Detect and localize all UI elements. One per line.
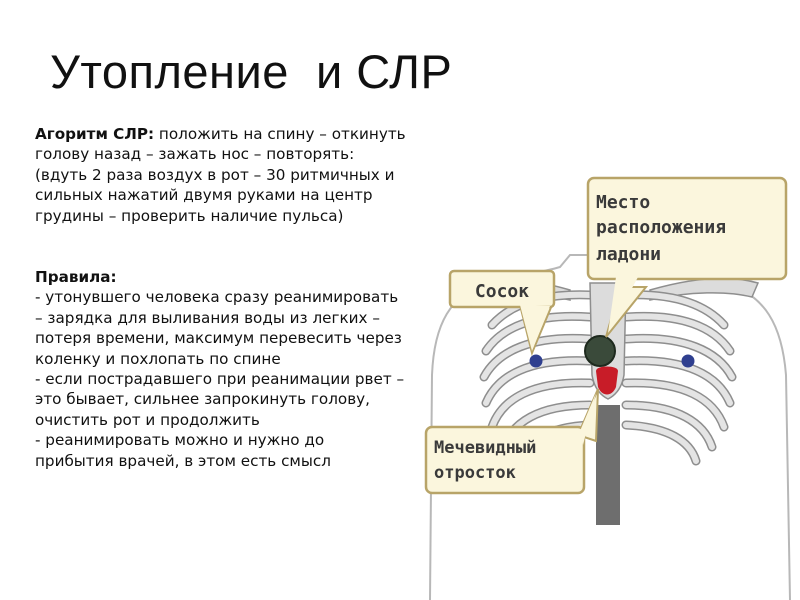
rule-item: - если пострадавшего при реанимации рвет – это бывает, сильнее запрокинуть голову, очистить рот и продолжить <box>35 370 405 429</box>
xiphoid-label-line1: Мечевидный <box>434 438 537 458</box>
xiphoid-label-line2: отросток <box>434 463 516 483</box>
palm-label-line3: ладони <box>596 244 662 265</box>
slide-title: Утопление и СЛР <box>50 45 453 98</box>
palm-callout <box>588 178 786 337</box>
rule-item: - реанимировать можно и нужно до прибытия врачей, в этом есть смысл <box>35 431 331 470</box>
algorithm-paragraph <box>35 124 407 226</box>
nipple-label: Сосок <box>474 281 530 302</box>
rules-heading: Правила: <box>35 268 117 287</box>
algorithm-heading: Агоритм СЛР: <box>35 125 155 143</box>
chest-illustration <box>420 175 800 600</box>
palm-label-line1: Место <box>596 192 651 213</box>
body-text <box>35 124 407 471</box>
algorithm-text: положить на спину – откинуть голову назад – зажать нос – повторять: (вдуть 2 раза воздух в рот – 30 ритмичных и сильных нажатий двумя руками на центр грудины – проверить наличие пульса) <box>35 125 406 225</box>
spine <box>596 405 620 525</box>
palm-placement-marker <box>585 336 615 366</box>
right-nipple-dot <box>682 355 695 368</box>
palm-label-line2: расположения <box>596 217 727 238</box>
left-nipple-dot <box>530 355 543 368</box>
rule-item: - утонувшего человека сразу реанимировать – зарядка для выливания воды из легких – потеря времени, максимум перевесить через коленку и похлопать по спине <box>35 288 402 368</box>
